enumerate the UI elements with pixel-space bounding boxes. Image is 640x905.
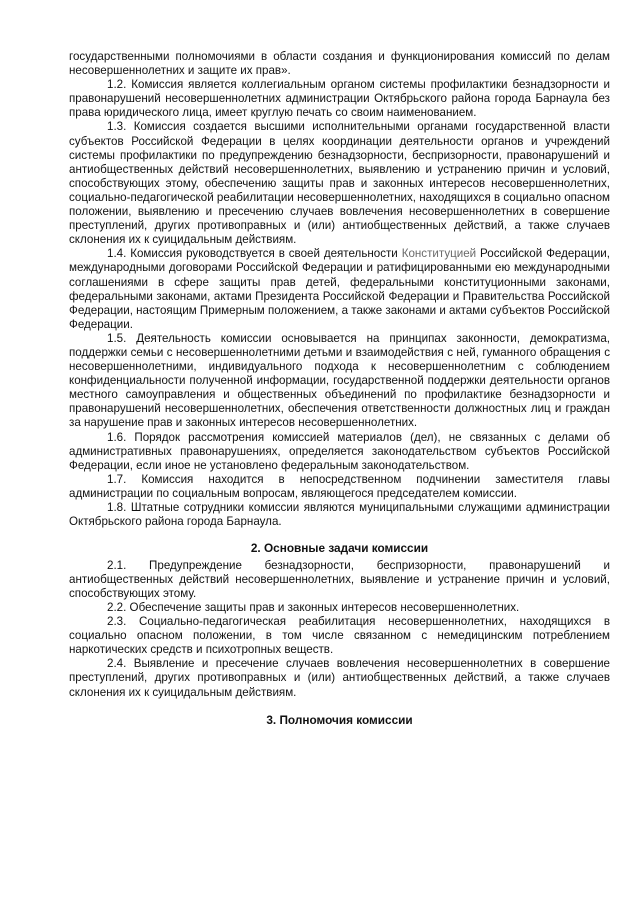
section-3-heading: 3. Полномочия комиссии — [266, 712, 413, 727]
paragraph-1-6: 1.6. Порядок рассмотрения комиссией материалов (дел), не связанных с делами об административных правонарушениях, определяется законодательством субъектов Российской Федерации, если иное не установлено федеральным законодательством. — [69, 430, 610, 472]
paragraph-2-3: 2.3. Социально-педагогическая реабилитация несовершеннолетних, находящихся в социально опасном положении, в том числе связанном с немедицинским потреблением наркотических средств и психотропных веществ. — [69, 615, 610, 657]
section-2-heading: 2. Основные задачи комиссии — [250, 541, 429, 556]
constitution-link[interactable]: Конституцией — [401, 247, 477, 261]
paragraph-1-4-start: 1.4. Комиссия руководствуется в своей деятельности — [107, 247, 398, 261]
paragraph-2-1: 2.1. Предупреждение безнадзорности, беспризорности, правонарушений и антиобщественных действий несовершеннолетних, выявление и устранение причин и условий, способствующих этому. — [69, 558, 610, 600]
paragraph-1-7: 1.7. Комиссия находится в непосредственном подчинении заместителя главы администрации по социальным вопросам, являющегося председателем комиссии. — [69, 472, 610, 500]
paragraph-1-8: 1.8. Штатные сотрудники комиссии являются муниципальными служащими администрации Октябрьского района города Барнаула. — [69, 501, 610, 529]
paragraph-intro-continuation: государственными полномочиями в области создания и функционирования комиссий по делам несовершеннолетних и защите их прав». — [69, 50, 610, 78]
paragraph-1-3: 1.3. Комиссия создается высшими исполнительными органами государственной власти субъектов Российской Федерации в целях координации деятельности органов и учреждений системы профилактики по предупреждению безнадзорности, беспризорности, правонарушений и антиобщественных действий несовершеннолетних, выявлению и устранению причин и условий, способствующих этому, обеспечению защиты прав и законных интересов несовершеннолетних, социально-педагогической реабилитации несовершеннолетних, находящихся в социально опасном положении, выявлению и пресечению случаев вовлечения несовершеннолетних в совершение преступлений, других противоправных и (или) антиобщественных действий, а также случаев склонения их к суицидальным действиям. — [69, 120, 610, 247]
paragraph-2-2: 2.2. Обеспечение защиты прав и законных интересов несовершеннолетних. — [107, 600, 520, 614]
paragraph-1-2: 1.2. Комиссия является коллегиальным органом системы профилактики безнадзорности и правонарушений несовершеннолетних администрации Октябрьского района города Барнаула без права юридического лица, имеет круглую печать со своим наименованием. — [69, 78, 610, 120]
paragraph-1-5: 1.5. Деятельность комиссии основывается на принципах законности, демократизма, поддержки семьи с несовершеннолетними детьми и взаимодействия с ней, гуманного обращения с несовершеннолетними, индивидуального подхода к несовершеннолетним с соблюдением конфиденциальности полученной информации, государственной поддержки деятельности органов местного самоуправления и общественных объединений по профилактике безнадзорности и правонарушений несовершеннолетних, обеспечения ответственности должностных лиц и граждан за нарушение прав и законных интересов несовершеннолетних. — [69, 331, 610, 430]
paragraph-1-4 — [69, 247, 610, 332]
paragraph-1-4-end: Российской Федерации, международными договорами Российской Федерации и ратифицированными ею международными соглашениями в сфере защиты прав детей, федеральными конституционными законами, федеральными законами, актами Президента Российской Федерации и Правительства Российской Федерации, настоящим Примерным положением, а также законами и актами субъектов Российской Федерации. — [69, 247, 610, 331]
paragraph-2-4: 2.4. Выявление и пресечение случаев вовлечения несовершеннолетних в совершение преступлений, других противоправных и (или) антиобщественных действий, а также случаев склонения их к суицидальным действиям. — [69, 657, 610, 699]
